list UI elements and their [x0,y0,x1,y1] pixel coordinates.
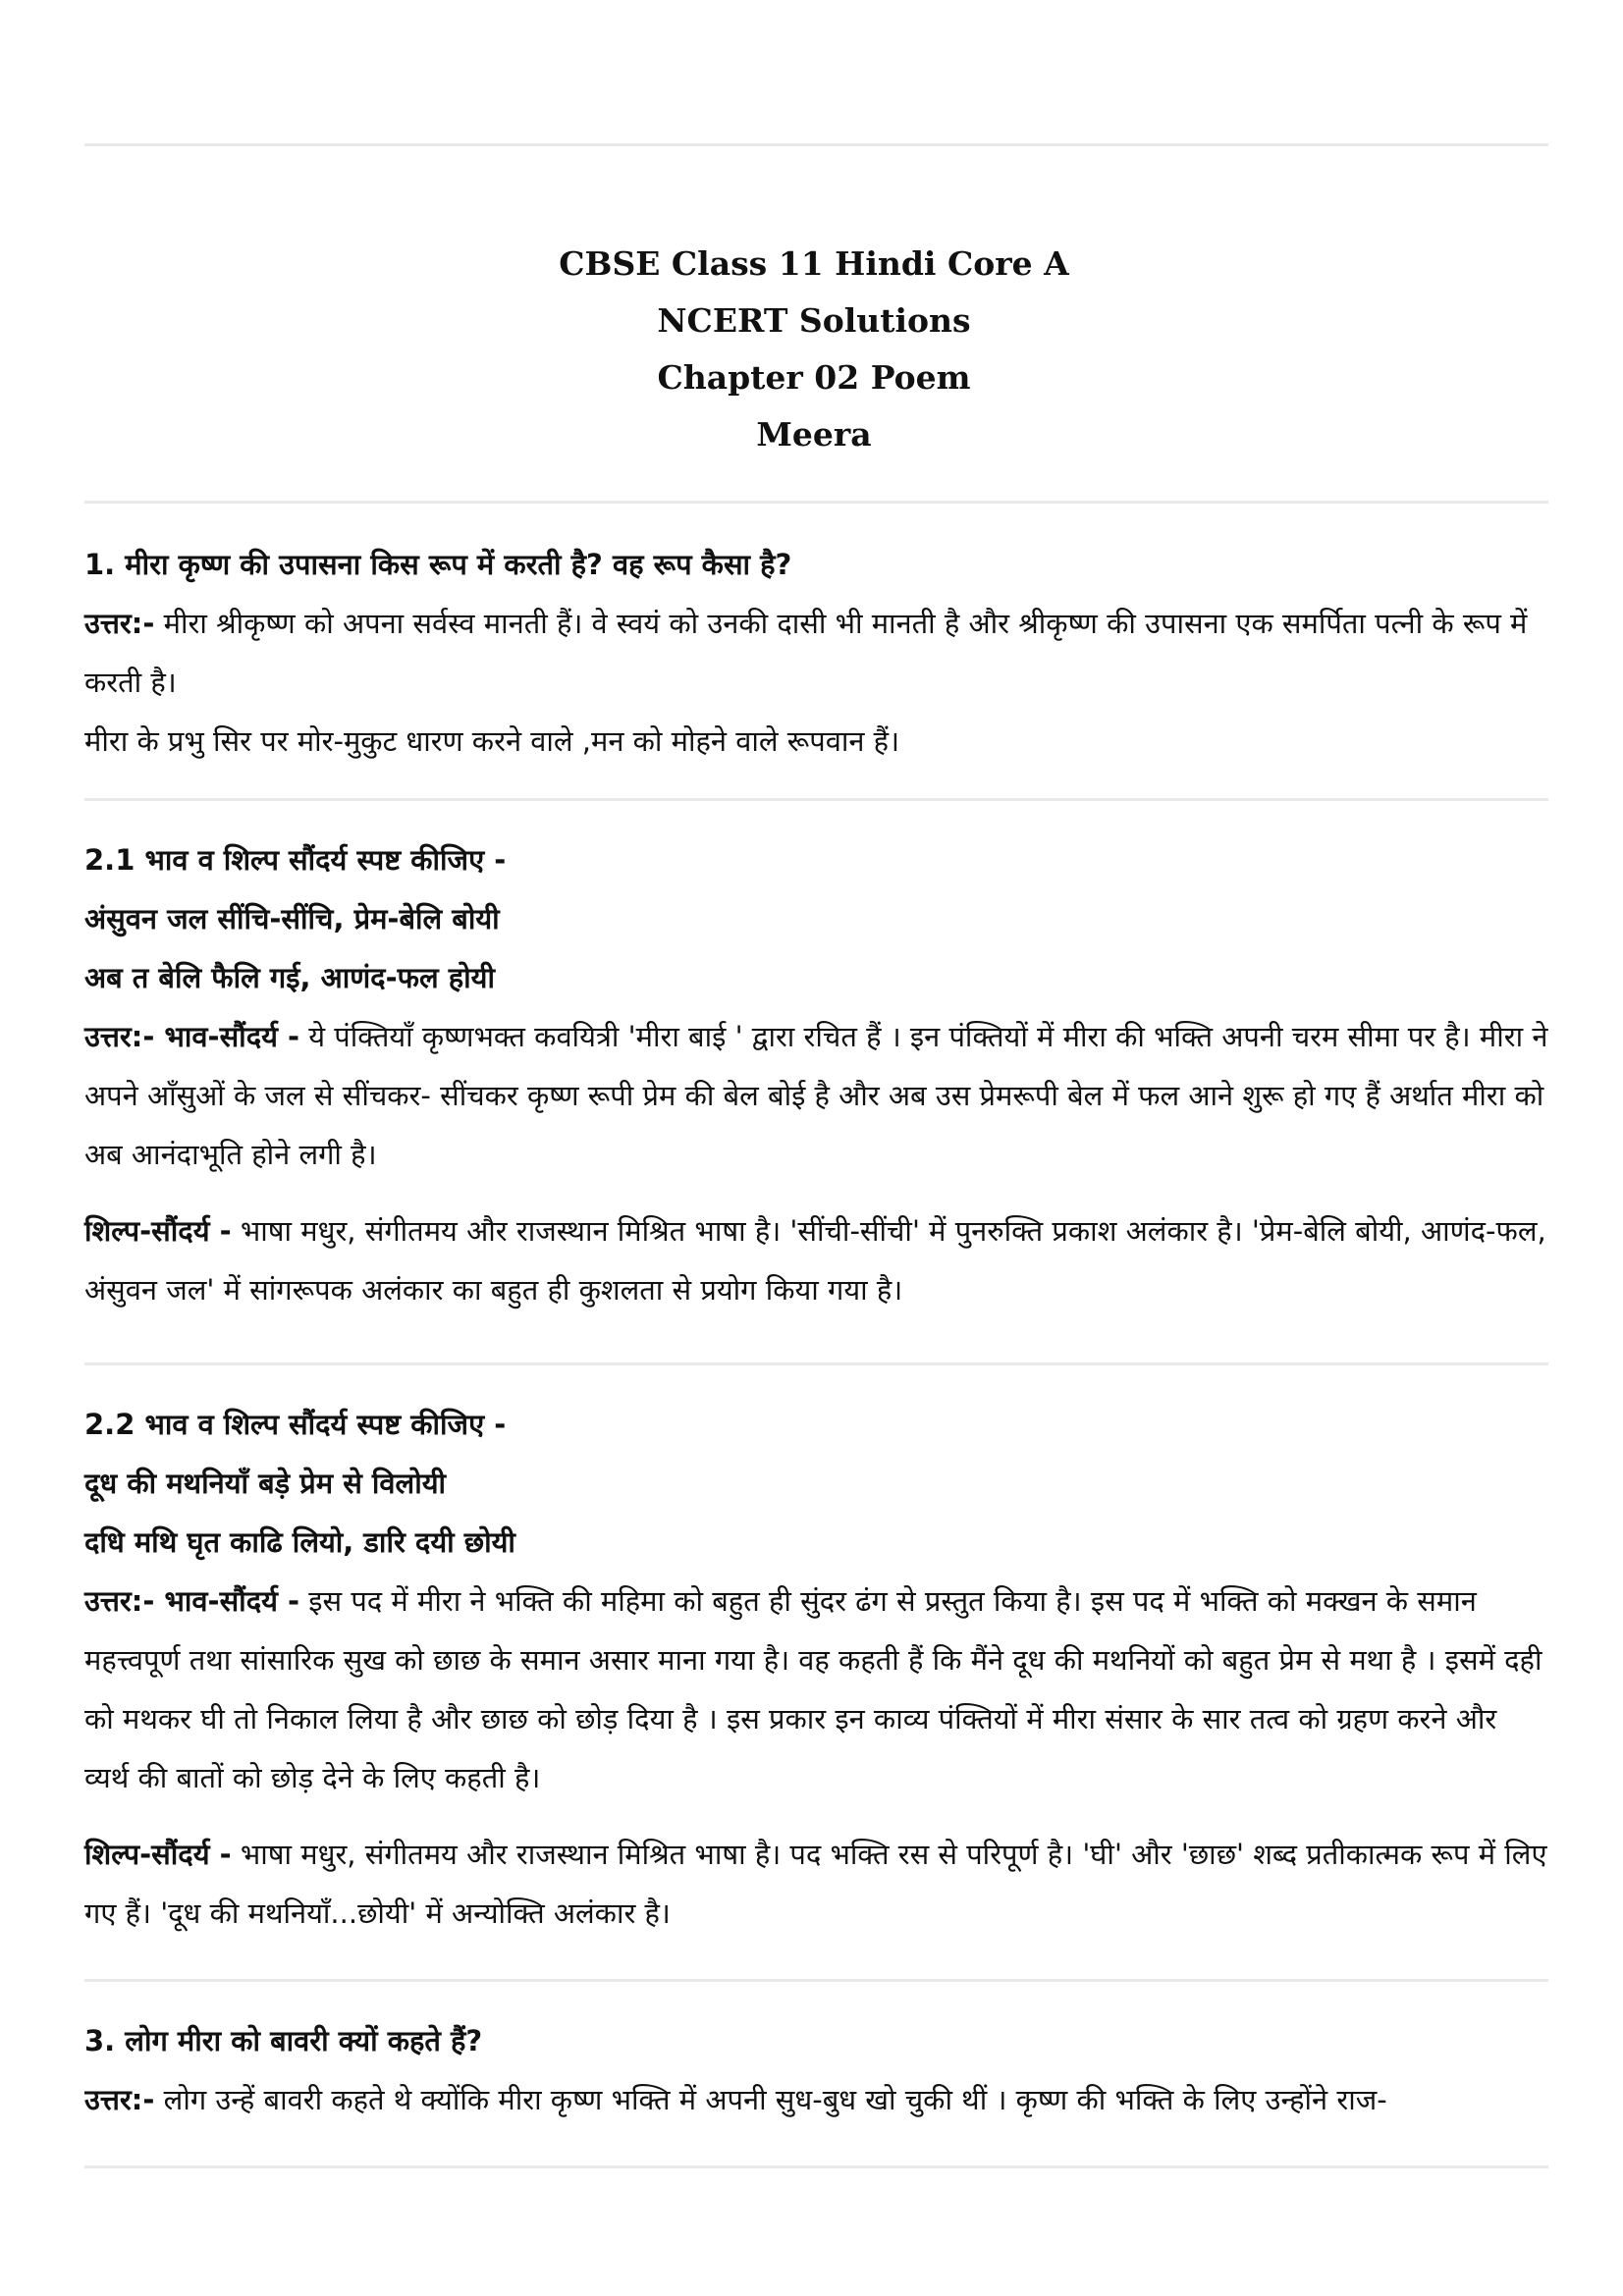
title-line-solutions: NCERT Solutions [657,301,971,340]
question-2-2-craft [84,1825,1548,1943]
question-2-1-verse-1: अंसुवन जल सींचि-सींचि, प्रेम-बेलि बोयी [84,902,500,935]
answer-label: उत्तर:- [84,2083,155,2116]
question-2-2-verse-2: दधि मथि घृत काढि लियो, डारि दयी छोयी [84,1525,515,1559]
divider-after-q2-2 [84,1979,1548,1982]
answer-text: ये पंक्तियाँ कृष्णभक्त कवयित्री 'मीरा बाई ' द्वारा रचित हैं । इन पंक्तियों में मीरा की भक्ति अपनी चरम सीमा पर है। मीरा ने अपने आँसुओं के जल से सींचकर- सींचकर कृष्ण रूपी प्रेम की बेल बोई है और अब उस प्रेमरूपी बेल में फल आने शुरू हो गए हैं अर्थात मीरा को अब आनंदाभूति होने लगी है। [84,1020,1548,1171]
bottom-divider [84,2165,1548,2168]
craft-label: शिल्प-सौंदर्य - [84,1838,232,1871]
divider-after-q1 [84,798,1548,801]
question-1-answer-continued: मीरा के प्रभु सिर पर मोर-मुकुट धारण करने वाले ,मन को मोहने वाले रूपवान हैं। [84,724,900,758]
question-2-1-craft [84,1201,1548,1319]
craft-text: भाषा मधुर, संगीतमय और राजस्थान मिश्रित भाषा है। पद भक्ति रस से परिपूर्ण है। 'घी' और 'छाछ' शब्द प्रतीकात्मक रूप में लिए गए हैं। 'दूध की मथनियाँ...छोयी' में अन्योक्ति अलंकार है। [84,1838,1547,1930]
question-1-answer [84,594,1548,712]
answer-text: इस पद में मीरा ने भक्ति की महिमा को बहुत ही सुंदर ढंग से प्रस्तुत किया है। इस पद में भक्ति को मक्खन के समान महत्त्वपूर्ण तथा सांसारिक सुख को छाछ के समान असार माना गया है। वह कहती हैं कि मैंने दूध की मथनियों को बहुत प्रेम से मथा है । इसमें दही को मथकर घी तो निकाल लिया है और छाछ को छोड़ दिया है । इस प्रकार इन काव्य पंक्तियों में मीरा संसार के सार तत्व को ग्रहण करने और व्यर्थ की बातों को छोड़ देने के लिए कहती है। [84,1584,1542,1794]
title-line-poet: Meera [756,415,872,454]
question-3-answer [84,2070,1548,2129]
question-2-2-verse-1: दूध की मथनियाँ बड़े प्रेम से विलोयी [84,1467,447,1500]
answer-label: उत्तर:- भाव-सौंदर्य - [84,1020,300,1053]
question-2-2 [84,1395,1548,1943]
question-1 [84,535,1548,771]
question-2-1-answer [84,1007,1548,1184]
answer-text: लोग उन्हें बावरी कहते थे क्योंकि मीरा कृष्ण भक्ति में अपनी सुध-बुध खो चुकी थीं । कृष्ण की भक्ति के लिए उन्होंने राज- [154,2083,1387,2116]
craft-label: शिल्प-सौंदर्य - [84,1214,232,1248]
document-title [0,236,1623,463]
title-line-chapter: Chapter 02 Poem [657,358,971,397]
question-1-text: 1. मीरा कृष्ण की उपासना किस रूप में करती है? वह रूप कैसा है? [84,548,792,581]
question-2-1 [84,830,1548,1319]
title-line-board: CBSE Class 11 Hindi Core A [559,244,1069,283]
question-2-1-text: 2.1 भाव व शिल्प सौंदर्य स्पष्ट कीजिए - [84,843,507,877]
question-2-1-verse-2: अब त बेलि फैलि गई, आणंद-फल होयी [84,961,495,994]
craft-text: भाषा मधुर, संगीतमय और राजस्थान मिश्रित भाषा है। 'सींची-सींची' में पुनरुक्ति प्रकाश अलंकार है। 'प्रेम-बेलि बोयी, आणंद-फल, अंसुवन जल' में सांगरूपक अलंकार का बहुत ही कुशलता से प्रयोग किया गया है। [84,1214,1546,1307]
divider-after-q2-1 [84,1362,1548,1365]
answer-label: उत्तर:- भाव-सौंदर्य - [84,1584,300,1618]
top-divider [84,143,1548,146]
question-3 [84,2011,1548,2129]
divider-after-title [84,501,1548,504]
question-2-2-answer [84,1572,1548,1807]
question-3-text: 3. लोग मीरा को बावरी क्यों कहते हैं? [84,2024,483,2057]
answer-text: मीरा श्रीकृष्ण को अपना सर्वस्व मानती हैं। वे स्वयं को उनकी दासी भी मानती है और श्रीकृष्ण की उपासना एक समर्पिता पत्नी के रूप में करती है। [84,607,1528,699]
question-2-2-text: 2.2 भाव व शिल्प सौंदर्य स्पष्ट कीजिए - [84,1408,507,1441]
answer-label: उत्तर:- [84,607,155,640]
